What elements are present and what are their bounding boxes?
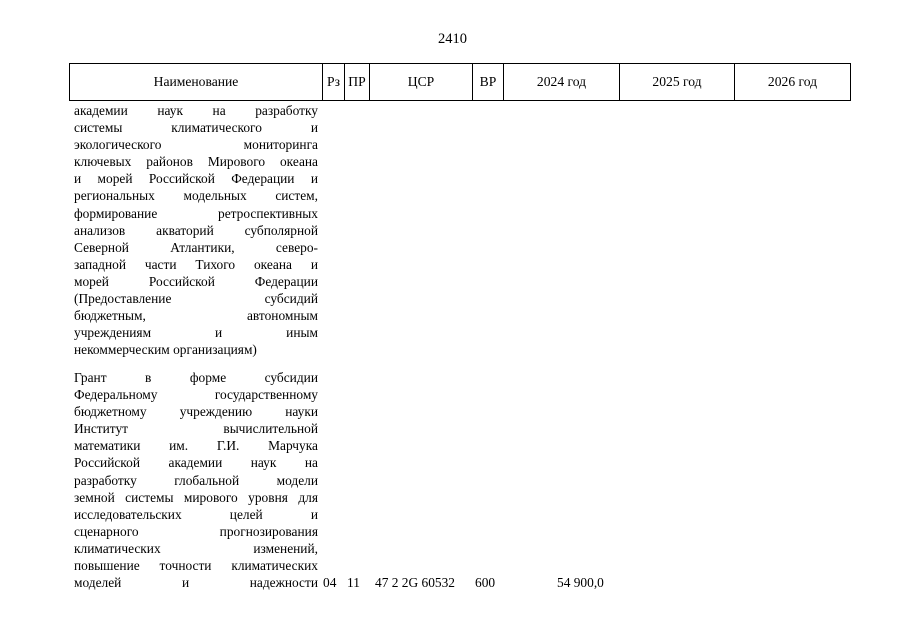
entry-line: академии наук на разработку — [74, 103, 318, 118]
entry-line: морей Российской Федерации — [74, 273, 318, 289]
column-header-csr: ЦСР — [370, 64, 473, 101]
entry-line: бюджетным, автономным — [74, 308, 318, 324]
amount-2024-value: 54 900,0 — [557, 575, 604, 590]
entry-name-2 — [74, 369, 318, 591]
csr-value: 47 2 2G 60532 — [375, 575, 455, 590]
entry-line: системы климатического и — [74, 120, 318, 136]
entry-line: анализов акваторий субполярной — [74, 222, 318, 238]
entry-line: бюджетному учреждению науки — [74, 404, 318, 420]
pr-value: 11 — [347, 575, 360, 590]
entry-line: ключевых районов Мирового океана — [74, 154, 318, 170]
page-number: 2410 — [438, 31, 467, 47]
entry-name-1 — [74, 102, 318, 358]
entry-line: моделей и надежности — [74, 575, 318, 591]
entry-line: экологического мониторинга — [74, 137, 318, 153]
column-header-pr: ПР — [345, 64, 370, 101]
entry-line: климатических изменений, — [74, 540, 318, 556]
column-header-vr: ВР — [473, 64, 504, 101]
table-header — [69, 63, 851, 101]
entry-line: сценарного прогнозирования — [74, 523, 318, 539]
entry-line: формирование ретроспективных — [74, 205, 318, 221]
column-header-2026: 2026 год — [735, 64, 851, 101]
entry-line: и морей Российской Федерации и — [74, 171, 318, 187]
entry-line: Федеральному государственному — [74, 387, 318, 403]
entry-line: Грант в форме субсидии — [74, 370, 318, 385]
entry-line: некоммерческим организациям) — [74, 342, 257, 358]
entry-line: повышение точности климатических — [74, 558, 318, 574]
vr-value: 600 — [475, 575, 496, 590]
entry-line: Институт вычислительной — [74, 421, 318, 437]
entry-line: региональных модельных систем, — [74, 188, 318, 204]
column-header-2025: 2025 год — [620, 64, 735, 101]
entry-line: западной части Тихого океана и — [74, 256, 318, 272]
column-header-2024: 2024 год — [504, 64, 620, 101]
entry-line: Северной Атлантики, северо- — [74, 239, 318, 255]
entry-line: земной системы мирового уровня для — [74, 489, 318, 505]
entry-line: учреждениям и иным — [74, 325, 318, 341]
entry-line: Российской академии наук на — [74, 455, 318, 471]
entry-line: (Предоставление субсидий — [74, 291, 318, 307]
entry-line: разработку глобальной модели — [74, 472, 318, 488]
column-header-rz: Рз — [323, 64, 345, 101]
column-header-name: Наименование — [70, 64, 323, 101]
rz-value: 04 — [323, 575, 337, 590]
entry-line: исследовательских целей и — [74, 506, 318, 522]
entry-line: математики им. Г.И. Марчука — [74, 438, 318, 454]
